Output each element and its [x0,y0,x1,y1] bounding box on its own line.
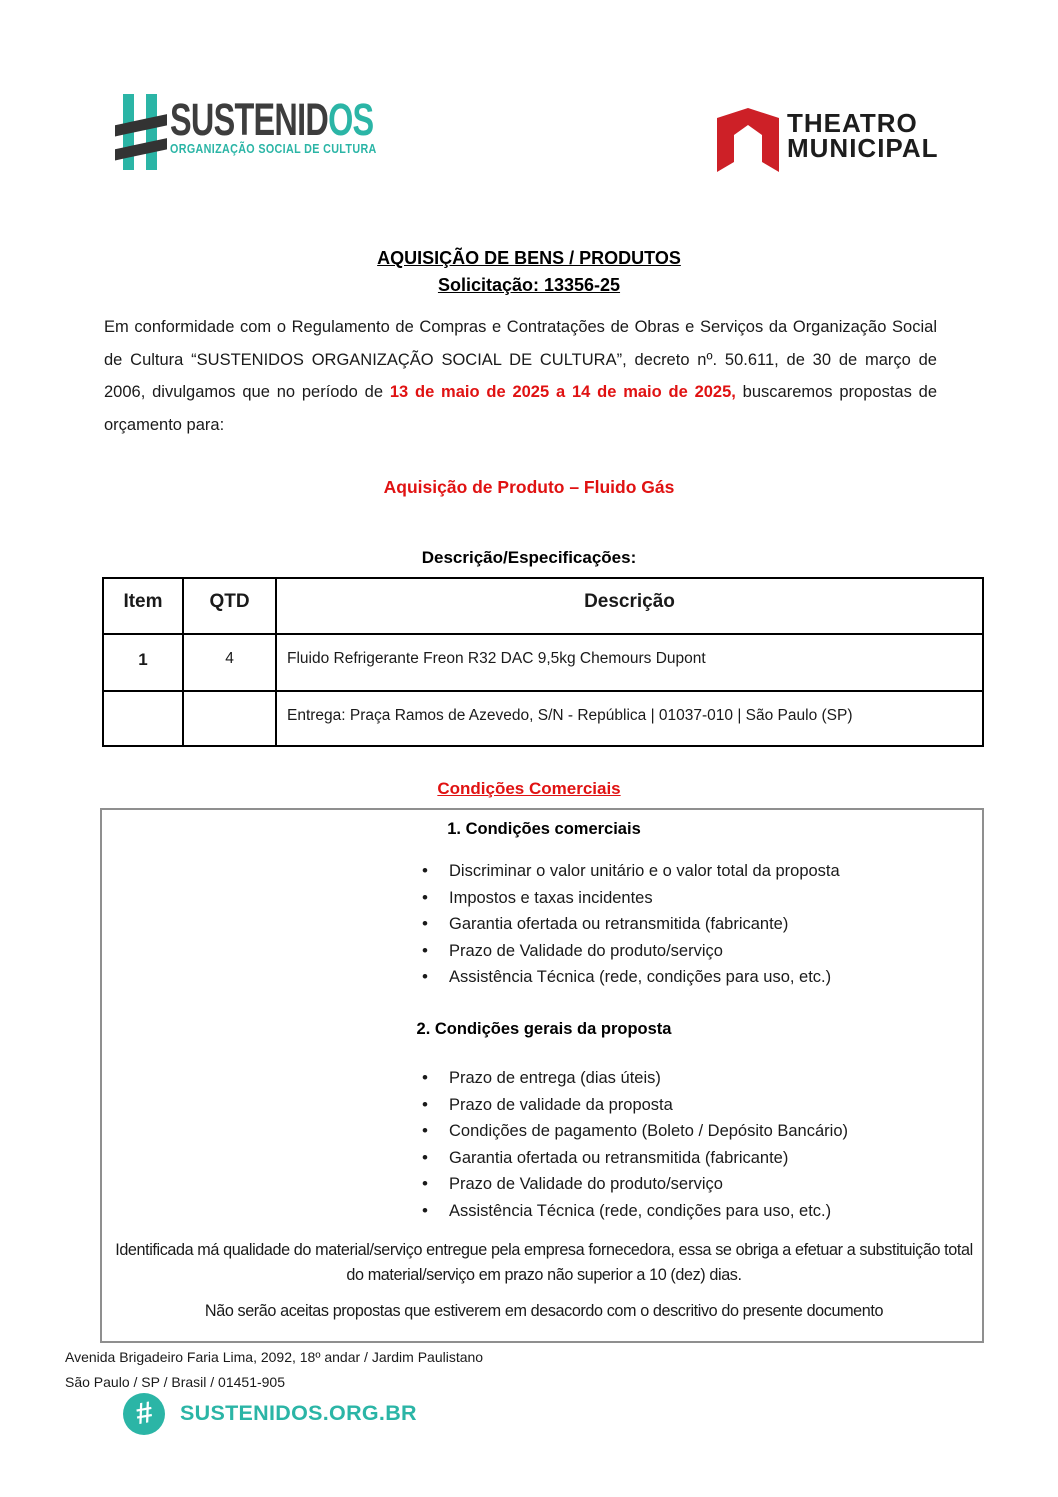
table-row [103,691,983,746]
bullet-item: • Discriminar o valor unitário e o valor total da proposta [449,858,840,885]
col-header-descricao: Descrição [276,578,983,634]
section2-bullet-list [449,1065,848,1225]
sustenidos-logo [115,92,395,172]
footer-logo [123,1393,443,1439]
sustenidos-wordmark [170,94,453,156]
bullet-item: • Prazo de Validade do produto/serviço [449,938,840,965]
cell-item: 1 [103,634,183,691]
footer-address [65,1345,483,1395]
footer-site-url: SUSTENIDOS.ORG.BR [180,1401,417,1425]
bullet-item: • Garantia ofertada ou retransmitida (fabricante) [449,911,840,938]
hash-icon: # [132,1395,155,1432]
bullet-item: • Prazo de validade da proposta [449,1092,848,1119]
conditions-heading: Condições Comerciais [437,779,621,798]
theatro-arch-icon [717,108,779,172]
theatro-wordmark [787,108,939,163]
bullet-item: • Impostos e taxas incidentes [449,885,840,912]
section2-title: 2. Condições gerais da proposta [416,1020,672,1038]
sustenidos-name-dark: SUSTENID [170,94,329,145]
table-header-row [103,578,983,634]
footer-address-line2: São Paulo / SP / Brasil / 01451-905 [65,1374,285,1390]
sustenidos-name-teal: OS [328,94,374,145]
conditions-box [100,808,984,1343]
cell-descricao: Entrega: Praça Ramos de Azevedo, S/N - República | 01037-010 | São Paulo (SP) [276,691,983,746]
intro-date-range: 13 de maio de 2025 a 14 de maio de 2025, [389,383,736,401]
sustenidos-subtitle: ORGANIZAÇÃO SOCIAL DE CULTURA [170,142,377,156]
cell-qtd [183,691,276,746]
col-header-qtd: QTD [183,578,276,634]
product-title: Aquisição de Produto – Fluido Gás [383,477,675,497]
cell-descricao: Fluido Refrigerante Freon R32 DAC 9,5kg Chemours Dupont [276,634,983,691]
sustenidos-circle-hash-icon [123,1393,165,1435]
theatro-municipal-logo [717,106,967,176]
sustenidos-hash-icon [115,92,167,172]
cell-qtd: 4 [183,634,276,691]
acceptance-note: Não serão aceitas propostas que estiverem em desacordo com o descritivo do presente documento [204,1302,884,1320]
intro-text-1: Em conformidade com o Regulamento de Compras e Contratações de Obras e Serviços da Organização Social de Cultura “SUSTENIDOS ORGANIZAÇÃO SOCIAL DE CULTURA”, decreto nº. 50.611, de 30 de março de 2006, divulgamos que no período de [104,318,937,401]
bullet-item: • Assistência Técnica (rede, condições para uso, etc.) [449,964,840,991]
theatro-line2: MUNICIPAL [787,133,939,163]
cell-item [103,691,183,746]
bullet-item: • Prazo de entrega (dias úteis) [449,1065,848,1092]
title-line2: Solicitação: 13356-25 [437,275,621,295]
spec-table [102,577,984,747]
intro-text-2: buscaremos propostas de orçamento para: [104,383,937,434]
bullet-item: • Prazo de Validade do produto/serviço [449,1171,848,1198]
title-line1: AQUISIÇÃO DE BENS / PRODUTOS [377,248,681,268]
section1-bullet-list [449,858,840,991]
document-title [0,245,1058,299]
bullet-item: • Assistência Técnica (rede, condições para uso, etc.) [449,1198,848,1225]
quality-note: Identificada má qualidade do material/serviço entregue pela empresa fornecedora, essa se obriga a efetuar a substituição total do material/serviço em prazo não superior a 10 (dez) dias. [115,1241,973,1284]
col-header-item: Item [103,578,183,634]
section1-title: 1. Condições comerciais [447,820,641,838]
bullet-item: • Garantia ofertada ou retransmitida (fabricante) [449,1145,848,1172]
intro-paragraph [104,311,937,441]
spec-heading: Descrição/Especificações: [421,548,637,567]
theatro-line1: THEATRO [787,108,918,138]
table-row [103,634,983,691]
sustenidos-name [170,94,374,145]
bullet-item: • Condições de pagamento (Boleto / Depósito Bancário) [449,1118,848,1145]
footer-address-line1: Avenida Brigadeiro Faria Lima, 2092, 18º andar / Jardim Paulistano [65,1349,484,1365]
